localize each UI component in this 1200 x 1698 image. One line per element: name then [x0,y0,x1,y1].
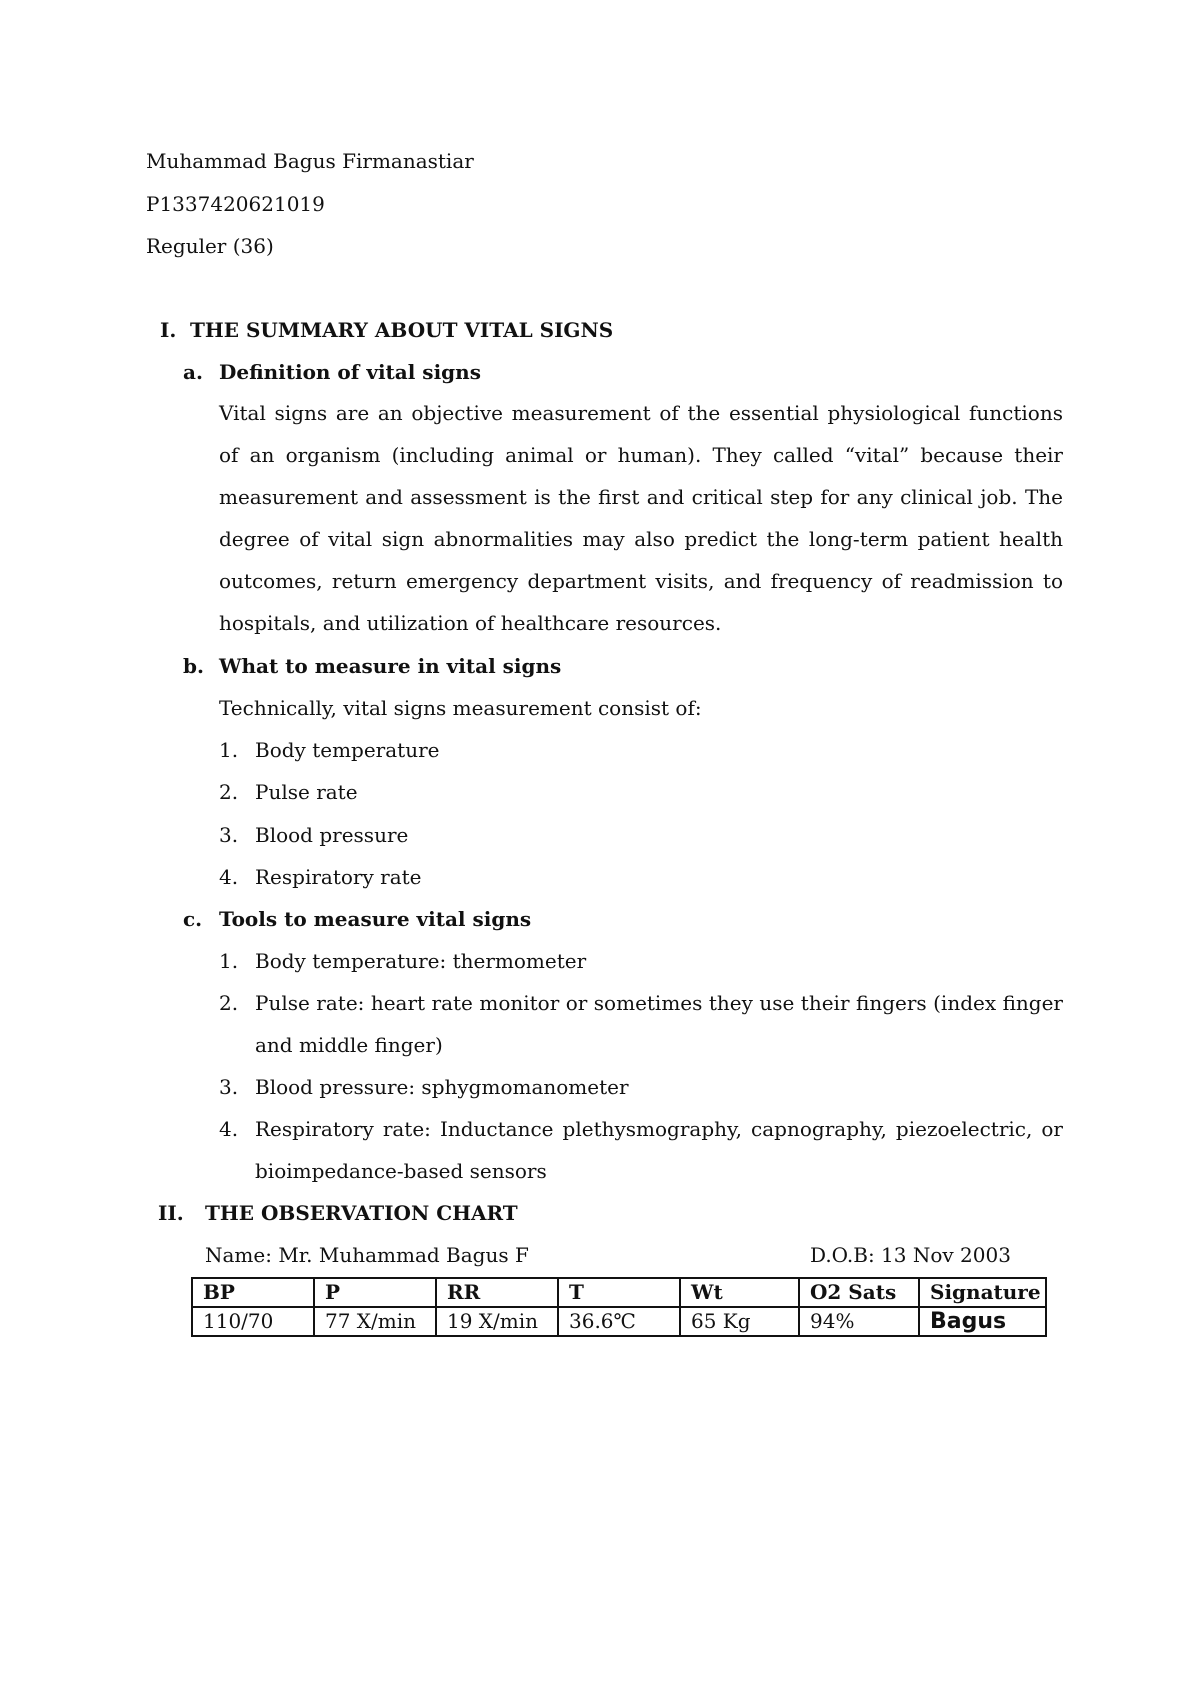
column-header-o2: O2 Sats [799,1278,919,1307]
table-header-row [192,1278,1046,1307]
patient-dob: D.O.B: 13 Nov 2003 [810,1243,1011,1267]
column-header-temp: T [558,1278,680,1307]
patient-name: Name: Mr. Muhammad Bagus F [205,1243,529,1267]
list-item-number: 1. [219,738,239,762]
list-item-number: 4. [219,1117,239,1141]
section1-number: I. [160,318,177,342]
student-name: Muhammad Bagus Firmanastiar [146,149,474,173]
student-class: Reguler (36) [146,234,274,258]
cell-pulse: 77 X/min [314,1307,436,1336]
column-header-rr: RR [436,1278,558,1307]
cell-bp: 110/70 [192,1307,314,1336]
list-item: Blood pressure: sphygmomanometer [255,1075,629,1099]
student-id: P1337420621019 [146,192,325,216]
subsection-c-letter: c. [183,907,203,931]
section2-number: II. [158,1201,184,1225]
definition-paragraph: Vital signs are an objective measurement of the essential physiological functions of an organism (including animal or human). They called “vital” because their measurement and assessment is the first and critical step for any clinical job. The degree of vital sign abnormalities may also predict the long-term patient health outcomes, return emergency department visits, and frequency of readmission to hospitals, and utilization of healthcare resources. [219,401,1063,635]
section2-title: THE OBSERVATION CHART [205,1201,518,1225]
column-header-weight: Wt [680,1278,799,1307]
observation-table [191,1277,1047,1337]
list-item-number: 2. [219,780,239,804]
list-item: Respiratory rate [255,865,422,889]
list-item: Blood pressure [255,823,409,847]
cell-signature: Bagus [919,1307,1046,1336]
cell-weight: 65 Kg [680,1307,799,1336]
subsection-c-title: Tools to measure vital signs [219,907,532,931]
list-item-number: 2. [219,991,239,1015]
cell-rr: 19 X/min [436,1307,558,1336]
list-item-number: 4. [219,865,239,889]
list-item: Pulse rate [255,780,358,804]
column-header-bp: BP [192,1278,314,1307]
list-item-number: 3. [219,1075,239,1099]
cell-o2: 94% [799,1307,919,1336]
list-item: Pulse rate: heart rate monitor or sometimes they use their fingers (index finger and middle finger) [255,991,1063,1057]
list-item-number: 3. [219,823,239,847]
subsection-b-title: What to measure in vital signs [219,654,562,678]
column-header-pulse: P [314,1278,436,1307]
measure-intro: Technically, vital signs measurement consist of: [219,696,702,720]
column-header-signature: Signature [919,1278,1046,1307]
list-item: Body temperature [255,738,440,762]
list-item-number: 1. [219,949,239,973]
list-item: Body temperature: thermometer [255,949,587,973]
table-row [192,1307,1046,1336]
cell-temp: 36.6℃ [558,1307,680,1336]
subsection-b-letter: b. [183,654,204,678]
subsection-a-letter: a. [183,360,203,384]
section1-title: THE SUMMARY ABOUT VITAL SIGNS [190,318,614,342]
subsection-a-title: Definition of vital signs [219,360,481,384]
list-item: Respiratory rate: Inductance plethysmography, capnography, piezoelectric, or bioimpedance-based sensors [255,1117,1063,1183]
